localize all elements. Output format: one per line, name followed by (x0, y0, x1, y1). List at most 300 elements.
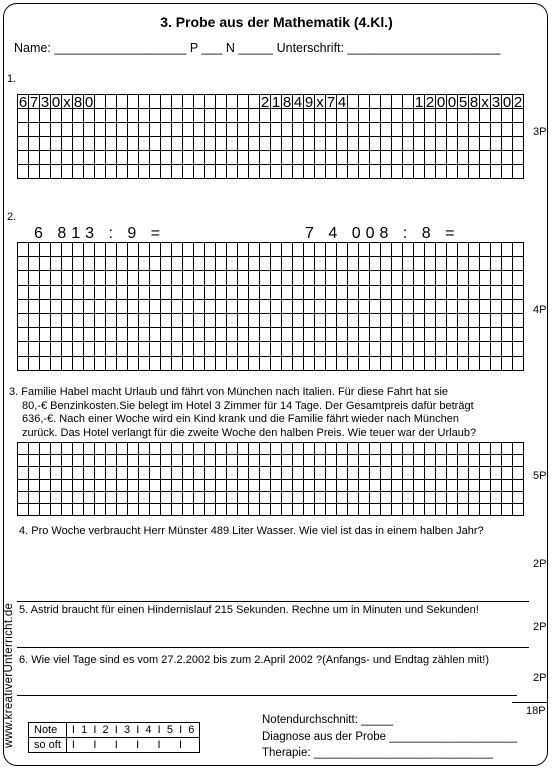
grid-cell[interactable] (172, 467, 183, 479)
grid-cell[interactable] (304, 243, 315, 257)
grid-cell[interactable] (348, 151, 359, 165)
grid-cell[interactable] (62, 165, 73, 179)
grid-cell[interactable] (106, 455, 117, 467)
grid-cell[interactable] (293, 314, 304, 328)
grid-cell[interactable] (315, 137, 326, 151)
grid-cell[interactable] (337, 492, 348, 504)
grid-cell[interactable] (282, 342, 293, 356)
grid-cell[interactable] (337, 271, 348, 285)
grid-cell[interactable] (117, 95, 128, 109)
grid-cell[interactable] (84, 243, 95, 257)
grid-cell[interactable] (370, 480, 381, 492)
grid-cell[interactable] (205, 165, 216, 179)
grid-cell[interactable] (392, 314, 403, 328)
grid-cell[interactable] (260, 455, 271, 467)
grid-cell[interactable] (117, 300, 128, 314)
grid-cell[interactable] (337, 342, 348, 356)
grid-cell[interactable] (447, 300, 458, 314)
grid-cell[interactable] (282, 328, 293, 342)
grid-cell[interactable] (128, 314, 139, 328)
grid-cell[interactable] (40, 286, 51, 300)
grid-cell[interactable] (238, 271, 249, 285)
grid-cell[interactable] (425, 504, 436, 516)
grid-cell[interactable] (227, 151, 238, 165)
grid-cell[interactable] (436, 300, 447, 314)
grid-cell[interactable] (370, 137, 381, 151)
grid-cell[interactable] (73, 504, 84, 516)
grid-cell[interactable] (51, 504, 62, 516)
grid-cell[interactable] (491, 123, 502, 137)
grid-cell[interactable] (381, 109, 392, 123)
grid-cell[interactable] (414, 480, 425, 492)
grid-cell[interactable] (29, 504, 40, 516)
grid-cell[interactable] (84, 300, 95, 314)
grid-cell[interactable] (381, 257, 392, 271)
grid-cell[interactable] (513, 137, 524, 151)
grid-cell[interactable] (62, 480, 73, 492)
grid-cell[interactable] (73, 165, 84, 179)
grid-cell[interactable] (480, 123, 491, 137)
grid-cell[interactable] (40, 243, 51, 257)
grid-cell[interactable] (216, 492, 227, 504)
grid-cell[interactable] (502, 443, 513, 455)
grid-cell[interactable] (326, 165, 337, 179)
grid-cell[interactable] (326, 137, 337, 151)
grid-cell[interactable] (392, 257, 403, 271)
grid-cell[interactable] (469, 286, 480, 300)
grid-cell[interactable] (403, 467, 414, 479)
grid-cell[interactable] (513, 286, 524, 300)
grid-cell[interactable] (205, 480, 216, 492)
grid-cell[interactable] (227, 357, 238, 371)
grid-cell[interactable] (348, 455, 359, 467)
grid-cell[interactable] (40, 123, 51, 137)
grid-cell[interactable] (425, 243, 436, 257)
grid-cell[interactable] (183, 455, 194, 467)
grid-cell[interactable] (348, 492, 359, 504)
grid-cell[interactable] (194, 109, 205, 123)
grid-cell[interactable] (95, 286, 106, 300)
grid-cell[interactable] (359, 109, 370, 123)
grid-cell[interactable] (304, 257, 315, 271)
grid-cell[interactable] (183, 314, 194, 328)
grid-cell[interactable] (282, 492, 293, 504)
grid-cell[interactable] (62, 504, 73, 516)
grid-cell[interactable] (326, 492, 337, 504)
grid-cell[interactable] (194, 467, 205, 479)
grid-cell[interactable] (502, 300, 513, 314)
grid-cell[interactable] (216, 151, 227, 165)
grid-cell[interactable] (480, 286, 491, 300)
grid-cell[interactable] (40, 467, 51, 479)
grid-cell[interactable] (183, 123, 194, 137)
grid-cell[interactable] (260, 151, 271, 165)
grid-cell[interactable] (95, 342, 106, 356)
grid-cell[interactable] (282, 455, 293, 467)
grid-cell[interactable] (513, 443, 524, 455)
grid-cell[interactable] (370, 165, 381, 179)
grid-cell[interactable] (491, 109, 502, 123)
grid-cell[interactable] (128, 480, 139, 492)
grid-cell[interactable] (249, 357, 260, 371)
grid-cell[interactable] (183, 300, 194, 314)
grid-cell[interactable] (403, 455, 414, 467)
grid-cell[interactable] (436, 271, 447, 285)
grid-cell[interactable] (205, 300, 216, 314)
grid-cell[interactable] (161, 271, 172, 285)
grid-cell[interactable] (216, 109, 227, 123)
grid-cell[interactable] (491, 328, 502, 342)
task6-answer-line[interactable] (17, 695, 517, 696)
grid-cell[interactable] (73, 151, 84, 165)
grid-cell[interactable] (161, 357, 172, 371)
grid-cell[interactable] (161, 137, 172, 151)
grid-cell[interactable] (183, 286, 194, 300)
grid-cell[interactable] (106, 95, 117, 109)
grid-cell[interactable] (403, 314, 414, 328)
grid-cell[interactable] (304, 314, 315, 328)
grid-cell[interactable] (370, 257, 381, 271)
grid-cell[interactable] (51, 455, 62, 467)
grid-cell[interactable] (51, 314, 62, 328)
grid-cell[interactable] (370, 151, 381, 165)
grid-cell[interactable] (513, 455, 524, 467)
grid-cell[interactable] (128, 109, 139, 123)
grid-cell[interactable] (117, 443, 128, 455)
grid-cell[interactable] (348, 342, 359, 356)
grid-cell[interactable] (227, 443, 238, 455)
grid-cell[interactable] (106, 165, 117, 179)
grid-cell[interactable] (51, 123, 62, 137)
grid-cell[interactable] (18, 151, 29, 165)
grid-cell[interactable] (40, 328, 51, 342)
grid-cell[interactable] (337, 109, 348, 123)
grid-cell[interactable] (359, 257, 370, 271)
grid-cell[interactable] (293, 300, 304, 314)
grid-cell[interactable] (293, 480, 304, 492)
grid-cell[interactable] (370, 357, 381, 371)
grid-cell[interactable] (29, 123, 40, 137)
grid-cell[interactable] (106, 257, 117, 271)
grid-cell[interactable] (359, 300, 370, 314)
grid-cell[interactable] (150, 492, 161, 504)
grid-cell[interactable] (304, 480, 315, 492)
grid-cell[interactable] (271, 257, 282, 271)
grid-cell[interactable] (150, 342, 161, 356)
grid-cell[interactable] (491, 480, 502, 492)
grid-cell[interactable] (480, 455, 491, 467)
grid-cell[interactable] (73, 286, 84, 300)
grid-cell[interactable] (458, 300, 469, 314)
grid-cell[interactable] (458, 151, 469, 165)
grid-cell[interactable] (326, 271, 337, 285)
grid-cell[interactable] (128, 123, 139, 137)
grid-cell[interactable] (260, 165, 271, 179)
grid-cell[interactable] (216, 328, 227, 342)
grid-cell[interactable] (458, 455, 469, 467)
grid-cell[interactable] (480, 271, 491, 285)
grid-cell[interactable] (249, 492, 260, 504)
grid-cell[interactable] (205, 109, 216, 123)
grid-cell[interactable] (172, 328, 183, 342)
grid-cell[interactable] (227, 137, 238, 151)
grid-cell[interactable] (128, 342, 139, 356)
grid-cell[interactable] (238, 480, 249, 492)
grid-cell[interactable] (183, 328, 194, 342)
grid-cell[interactable] (337, 314, 348, 328)
grid-cell[interactable] (18, 165, 29, 179)
grid-cell[interactable] (106, 109, 117, 123)
grid-cell[interactable] (238, 328, 249, 342)
grid-cell[interactable] (194, 123, 205, 137)
grid-cell[interactable] (271, 286, 282, 300)
grid-cell[interactable] (381, 357, 392, 371)
grid-cell[interactable] (436, 314, 447, 328)
grid-cell[interactable] (491, 455, 502, 467)
grid-cell[interactable] (260, 443, 271, 455)
grid-cell[interactable] (337, 257, 348, 271)
grid-cell[interactable] (73, 357, 84, 371)
grid-cell[interactable] (414, 123, 425, 137)
grid-cell[interactable] (117, 271, 128, 285)
grid-cell[interactable] (447, 109, 458, 123)
grid-cell[interactable] (205, 314, 216, 328)
grid-cell[interactable] (194, 455, 205, 467)
grid-cell[interactable] (238, 455, 249, 467)
grid-cell[interactable] (260, 328, 271, 342)
grid-cell[interactable] (249, 480, 260, 492)
grid-cell[interactable] (425, 467, 436, 479)
grid-cell[interactable] (392, 492, 403, 504)
grid-cell[interactable] (227, 314, 238, 328)
grid-cell[interactable] (106, 286, 117, 300)
grid-cell[interactable] (458, 314, 469, 328)
grid-cell[interactable] (139, 95, 150, 109)
grid-cell[interactable] (172, 165, 183, 179)
grid-cell[interactable] (414, 357, 425, 371)
grid-cell[interactable] (293, 243, 304, 257)
grid-cell[interactable] (304, 443, 315, 455)
grid-cell[interactable] (370, 492, 381, 504)
grid-cell[interactable] (216, 443, 227, 455)
grid-cell[interactable] (282, 480, 293, 492)
grid-cell[interactable]: 2 (425, 95, 435, 109)
grid-cell[interactable] (502, 165, 513, 179)
grid-cell[interactable] (139, 492, 150, 504)
grid-cell[interactable] (414, 271, 425, 285)
grid-cell[interactable] (436, 342, 447, 356)
grid-cell[interactable] (491, 467, 502, 479)
grid-cell[interactable] (458, 165, 469, 179)
grid-cell[interactable] (480, 357, 491, 371)
grid-cell[interactable] (205, 123, 216, 137)
grid-cell[interactable] (216, 286, 227, 300)
grid-cell[interactable] (183, 95, 194, 109)
grid-cell[interactable] (249, 300, 260, 314)
grid-cell[interactable] (73, 443, 84, 455)
grid-cell[interactable] (139, 165, 150, 179)
grid-cell[interactable] (194, 480, 205, 492)
grid-cell[interactable] (249, 467, 260, 479)
grid-cell[interactable] (282, 165, 293, 179)
grid-cell[interactable] (62, 443, 73, 455)
grid-cell[interactable] (128, 271, 139, 285)
grid-cell[interactable] (502, 123, 513, 137)
grid-cell[interactable] (359, 492, 370, 504)
grid-cell[interactable] (249, 123, 260, 137)
grid-cell[interactable] (18, 286, 29, 300)
grid-cell[interactable] (381, 165, 392, 179)
grid-cell[interactable] (29, 492, 40, 504)
grid-cell[interactable] (381, 271, 392, 285)
grid-cell[interactable] (51, 492, 62, 504)
grid-cell[interactable] (238, 467, 249, 479)
grid-cell[interactable] (282, 271, 293, 285)
grid-cell[interactable] (491, 286, 502, 300)
grid-cell[interactable] (139, 137, 150, 151)
grid-cell[interactable] (238, 342, 249, 356)
grid-cell[interactable] (106, 443, 117, 455)
grid-cell[interactable] (359, 314, 370, 328)
grid-cell[interactable] (370, 455, 381, 467)
grid-cell[interactable] (40, 492, 51, 504)
grid-cell[interactable] (491, 271, 502, 285)
grid-cell[interactable] (95, 443, 106, 455)
signature-field[interactable]: ______________________ (347, 41, 501, 55)
grid-cell[interactable] (73, 314, 84, 328)
grid-cell[interactable] (348, 271, 359, 285)
grid-cell[interactable] (513, 342, 524, 356)
grid-cell[interactable] (315, 151, 326, 165)
grid-cell[interactable] (348, 95, 359, 109)
grid-cell[interactable] (106, 243, 117, 257)
grid-cell[interactable] (106, 151, 117, 165)
grid-cell[interactable] (29, 165, 40, 179)
grid-cell[interactable] (139, 480, 150, 492)
grid-cell[interactable] (392, 95, 403, 109)
grid-cell[interactable] (403, 95, 414, 109)
grid-cell[interactable] (326, 467, 337, 479)
grid-cell[interactable] (337, 243, 348, 257)
grid-cell[interactable] (370, 467, 381, 479)
grid-cell[interactable]: 0 (84, 95, 94, 109)
grid-cell[interactable] (205, 286, 216, 300)
grid-cell[interactable] (502, 151, 513, 165)
grid-cell[interactable] (447, 342, 458, 356)
grid-cell[interactable] (359, 504, 370, 516)
grid-cell[interactable] (260, 480, 271, 492)
grid-cell[interactable] (436, 357, 447, 371)
grid-cell[interactable] (84, 151, 95, 165)
grid-cell[interactable]: 7 (326, 95, 336, 109)
grid-cell[interactable] (502, 455, 513, 467)
grid-cell[interactable] (469, 243, 480, 257)
p-field[interactable]: ___ (201, 41, 223, 55)
grid-cell[interactable] (117, 243, 128, 257)
grid-cell[interactable] (337, 467, 348, 479)
grid-cell[interactable] (315, 286, 326, 300)
grid-cell[interactable] (227, 271, 238, 285)
grid-cell[interactable] (128, 504, 139, 516)
grid-cell[interactable] (205, 443, 216, 455)
grid-cell[interactable] (95, 151, 106, 165)
grid-cell[interactable] (436, 492, 447, 504)
grid-cell[interactable] (326, 243, 337, 257)
grid-cell[interactable] (447, 467, 458, 479)
grid-cell[interactable] (84, 455, 95, 467)
grid-cell[interactable] (205, 151, 216, 165)
grid-cell[interactable]: 3 (40, 95, 50, 109)
grid-cell[interactable] (315, 342, 326, 356)
grid-cell[interactable] (359, 357, 370, 371)
grid-cell[interactable] (381, 480, 392, 492)
grid-cell[interactable] (304, 357, 315, 371)
grid-cell[interactable] (128, 137, 139, 151)
grid-cell[interactable] (403, 165, 414, 179)
grid-cell[interactable] (447, 137, 458, 151)
grid-cell[interactable] (381, 243, 392, 257)
grid-cell[interactable] (183, 504, 194, 516)
grid-cell[interactable] (161, 480, 172, 492)
grid-cell[interactable] (480, 165, 491, 179)
grid-cell[interactable] (403, 504, 414, 516)
grid-cell[interactable] (381, 95, 392, 109)
grid-cell[interactable] (359, 342, 370, 356)
grid-cell[interactable] (348, 467, 359, 479)
grid-cell[interactable] (95, 480, 106, 492)
grid-cell[interactable] (469, 314, 480, 328)
grid-cell[interactable] (480, 257, 491, 271)
grid-cell[interactable] (139, 109, 150, 123)
grid-cell[interactable] (172, 271, 183, 285)
grid-cell[interactable] (238, 314, 249, 328)
grid-cell[interactable] (95, 95, 106, 109)
grid-cell[interactable] (403, 492, 414, 504)
grid-cell[interactable] (117, 467, 128, 479)
grid-cell[interactable] (139, 257, 150, 271)
grid-cell[interactable] (84, 342, 95, 356)
grid-cell[interactable] (95, 467, 106, 479)
grid-cell[interactable] (227, 328, 238, 342)
grid-cell[interactable] (161, 95, 172, 109)
grid-cell[interactable] (436, 123, 447, 137)
grid-cell[interactable] (381, 467, 392, 479)
grid-cell[interactable] (51, 480, 62, 492)
grid-cell[interactable] (84, 492, 95, 504)
grid-cell[interactable] (139, 123, 150, 137)
grid-cell[interactable] (117, 492, 128, 504)
grid-cell[interactable] (304, 328, 315, 342)
grid-cell[interactable] (392, 271, 403, 285)
grid-cell[interactable] (205, 328, 216, 342)
grid-cell[interactable] (139, 467, 150, 479)
grid-cell[interactable] (447, 123, 458, 137)
task1-calculation-grid[interactable] (17, 94, 524, 179)
grid-cell[interactable] (62, 271, 73, 285)
grid-cell[interactable] (62, 109, 73, 123)
grid-cell[interactable] (414, 328, 425, 342)
grid-cell[interactable] (238, 109, 249, 123)
grid-cell[interactable] (348, 504, 359, 516)
grid-cell[interactable] (172, 123, 183, 137)
grid-cell[interactable] (293, 165, 304, 179)
grid-cell[interactable] (326, 300, 337, 314)
grid-cell[interactable] (282, 257, 293, 271)
grid-cell[interactable] (502, 257, 513, 271)
grid-cell[interactable] (491, 165, 502, 179)
grid-cell[interactable] (414, 137, 425, 151)
grid-cell[interactable] (414, 314, 425, 328)
